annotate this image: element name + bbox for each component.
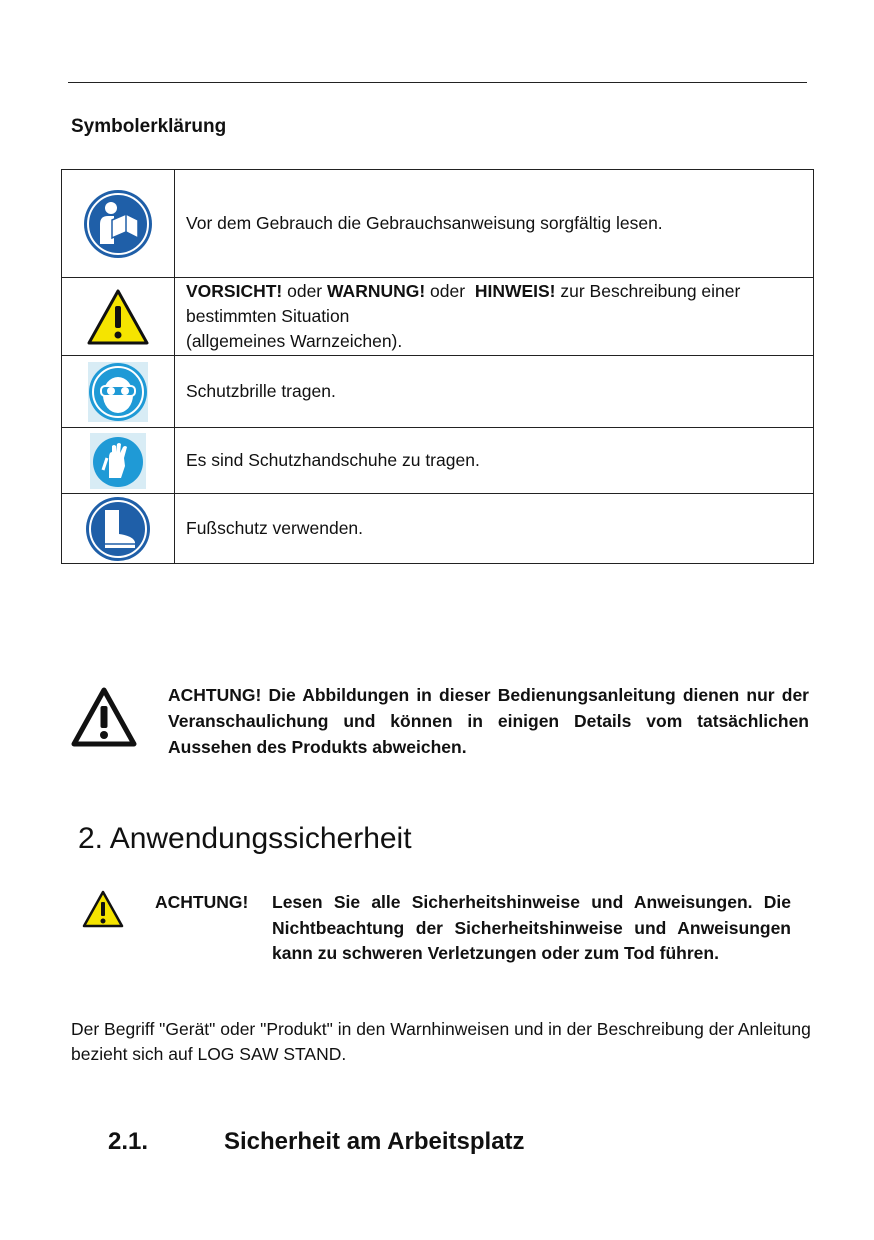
symbol-text: Schutzbrille tragen. bbox=[175, 356, 814, 428]
safety-boots-icon bbox=[85, 496, 151, 562]
symbol-text: VORSICHT! oder WARNUNG! oder HINWEIS! zur Beschreibung einer bestimmten Situation (allgemeines Warnzeichen). bbox=[175, 278, 814, 356]
caution-word: VORSICHT! bbox=[186, 281, 283, 301]
read-manual-icon bbox=[82, 188, 154, 260]
notice-text: ACHTUNG! Die Abbildungen in dieser Bedienungsanleitung dienen nur der Veranschaulichung und können in einigen Details vom tatsächlichen Aussehen des Produkts abweichen. bbox=[168, 685, 809, 757]
safety-goggles-icon bbox=[87, 361, 149, 423]
symbol-text: Es sind Schutzhandschuhe zu tragen. bbox=[175, 428, 814, 494]
safety-gloves-icon bbox=[89, 432, 147, 490]
symbol-text: Fußschutz verwenden. bbox=[175, 494, 814, 564]
header-rule bbox=[68, 82, 807, 83]
warning-triangle-icon bbox=[86, 288, 150, 346]
warning-label: ACHTUNG! bbox=[155, 892, 249, 912]
symbols-section-title: Symbolerklärung bbox=[71, 116, 227, 137]
section-2-heading: 2. Anwendungssicherheit bbox=[78, 822, 412, 855]
notice-warning-icon bbox=[70, 686, 138, 748]
warning-text: Lesen Sie alle Sicherheitshinweise und Anweisungen. Die Nichtbeachtung der Sicherheitshinweise und Anweisungen kann zu schweren Verletzungen oder zum Tod führen. bbox=[272, 892, 791, 963]
symbol-row bbox=[62, 494, 814, 564]
symbol-row bbox=[62, 170, 814, 278]
warning-triangle-icon bbox=[82, 890, 124, 928]
symbols-table bbox=[61, 169, 814, 564]
symbol-text: Vor dem Gebrauch die Gebrauchsanweisung sorgfältig lesen. bbox=[175, 170, 814, 278]
symbol-row bbox=[62, 278, 814, 356]
definition-paragraph: Der Begriff "Gerät" oder "Produkt" in den Warnhinweisen und in der Beschreibung der Anleitung bezieht sich auf LOG SAW STAND. bbox=[71, 1019, 811, 1064]
warning-word: WARNUNG! bbox=[327, 281, 426, 301]
symbol-row bbox=[62, 356, 814, 428]
section-2-1-number: 2.1. bbox=[108, 1128, 149, 1155]
note-word: HINWEIS! bbox=[474, 281, 556, 301]
symbol-row bbox=[62, 428, 814, 494]
section-2-1-title: Sicherheit am Arbeitsplatz bbox=[224, 1128, 525, 1155]
